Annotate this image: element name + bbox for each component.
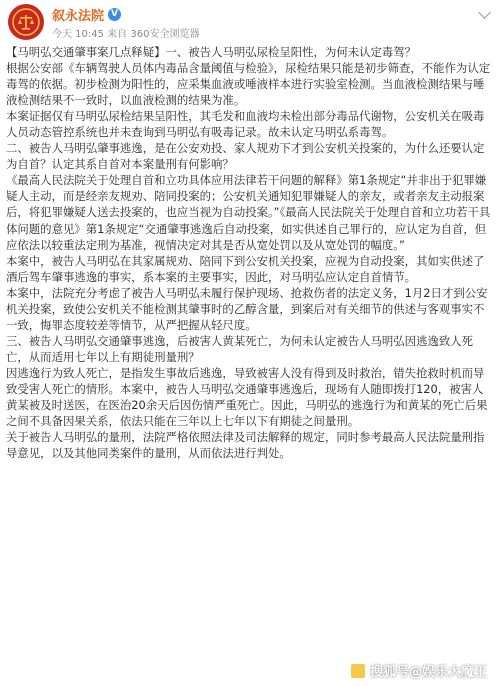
paragraph: 根据公安部《车辆驾驶人员体内毒品含量阈值与检验》，尿检结果只能是初步筛查，不能作为认定毒驾的依据。初步检测为阳性的，应采集血液或唾液样本进行实验室检测。当血液检测结果与唾液检测结果不一致时，以血液检测的结果为准。 (6, 61, 491, 108)
paragraph: 本案中，被告人马明弘在其家属规劝、陪同下到公安机关投案，应视为自动投案，其如实供述了酒后驾车肇事逃逸的事实，系本案的主要事实，因此，对马明弘应认定自首情节。 (6, 253, 485, 284)
verified-badge-icon: V (108, 8, 121, 21)
paragraph: 《最高人民法院关于处理自首和立功具体应用法律若干问题的解释》第1条规定“并非出于犯罪嫌疑人主动，而是经亲友规劝、陪同投案的；公安机关通知犯罪嫌疑人的亲友，或者亲友主动报案后，将犯罪嫌疑人送去投案的，也应当视为自动投案。”《最高人民法院关于处理自首和立功若干具体问题的意见》第1条规定“交通肇事逃逸后自动投案，如实供述自己罪行的，应认定为自首，但应依法以较重法定刑为基准，视情决定对其是否从宽处罚以及从宽处罚的幅度。” (6, 173, 491, 252)
author-name[interactable]: 叙永法院 (52, 9, 105, 24)
paragraph: 本案中，法院充分考虑了被告人马明弘未履行保护现场、抢救伤者的法定义务，1月2日才到公安机关投案，致使公安机关不能检测其肇事时的乙醇含量，到案后对有关细节的供述与客观事实不一致，悔罪态度较差等情节，从严把握从轻尺度。 (6, 285, 488, 332)
paragraph: 二、被告人马明弘肇事逃逸，是在公安劝投、家人规劝下才到公安机关投案的，为什么还要认定为自首？认定其系自首对本案量刑有何影响？ (6, 141, 485, 172)
paragraph: 【马明弘交通肇事案几点释疑】一、被告人马明弘尿检呈阳性，为何未认定毒驾？ (6, 45, 417, 59)
source-watermark (350, 661, 487, 680)
paragraph: 关于被告人马明弘的量刑，法院严格依照法律及司法解释的规定，同时参考最高人民法院量刑指导意见，以及其他同类案件的量刑，从而依法进行判处。 (6, 430, 485, 461)
sohu-logo-icon (350, 663, 366, 679)
author-name-row[interactable] (52, 5, 121, 24)
post-body (6, 44, 493, 461)
avatar[interactable] (8, 4, 44, 40)
post-header (0, 0, 499, 44)
paragraph: 因逃逸行为致人死亡，是指发生事故后逃逸，导致被害人没有得到及时救治，错失抢救时机而导致受害人死亡的情形。本案中，被告人马明弘交通肇事逃逸后，现场有人随即拨打120，被害人黄某被及时送医，在医治20余天后因伤情严重死亡。因此，马明弘的逃逸行为和黄某的死亡后果之间不具备因果关系，依法只能在三年以上七年以下有期徒之间量刑。 (6, 365, 488, 429)
court-emblem-icon (11, 7, 41, 37)
paragraph: 三、被告人马明弘交通肇事逃逸，后被害人黄某死亡，为何未认定被告人马明弘因逃逸致人死亡，从而适用七年以上有期徒刑量刑？ (6, 333, 474, 364)
chevron-down-icon[interactable] (478, 6, 491, 19)
post-meta: 今天 10:45 来自 360安全浏览器 (52, 29, 200, 40)
paragraph: 本案证据仅有马明弘尿检结果呈阳性，其毛发和血液均未检出部分毒品代谢物，公安机关在吸毒人员动态管控系统也并未查询到马明弘有吸毒记录。故未认定马明弘系毒驾。 (6, 109, 485, 140)
watermark-text: 搜狐号@娱乐大魔王 (369, 665, 487, 680)
